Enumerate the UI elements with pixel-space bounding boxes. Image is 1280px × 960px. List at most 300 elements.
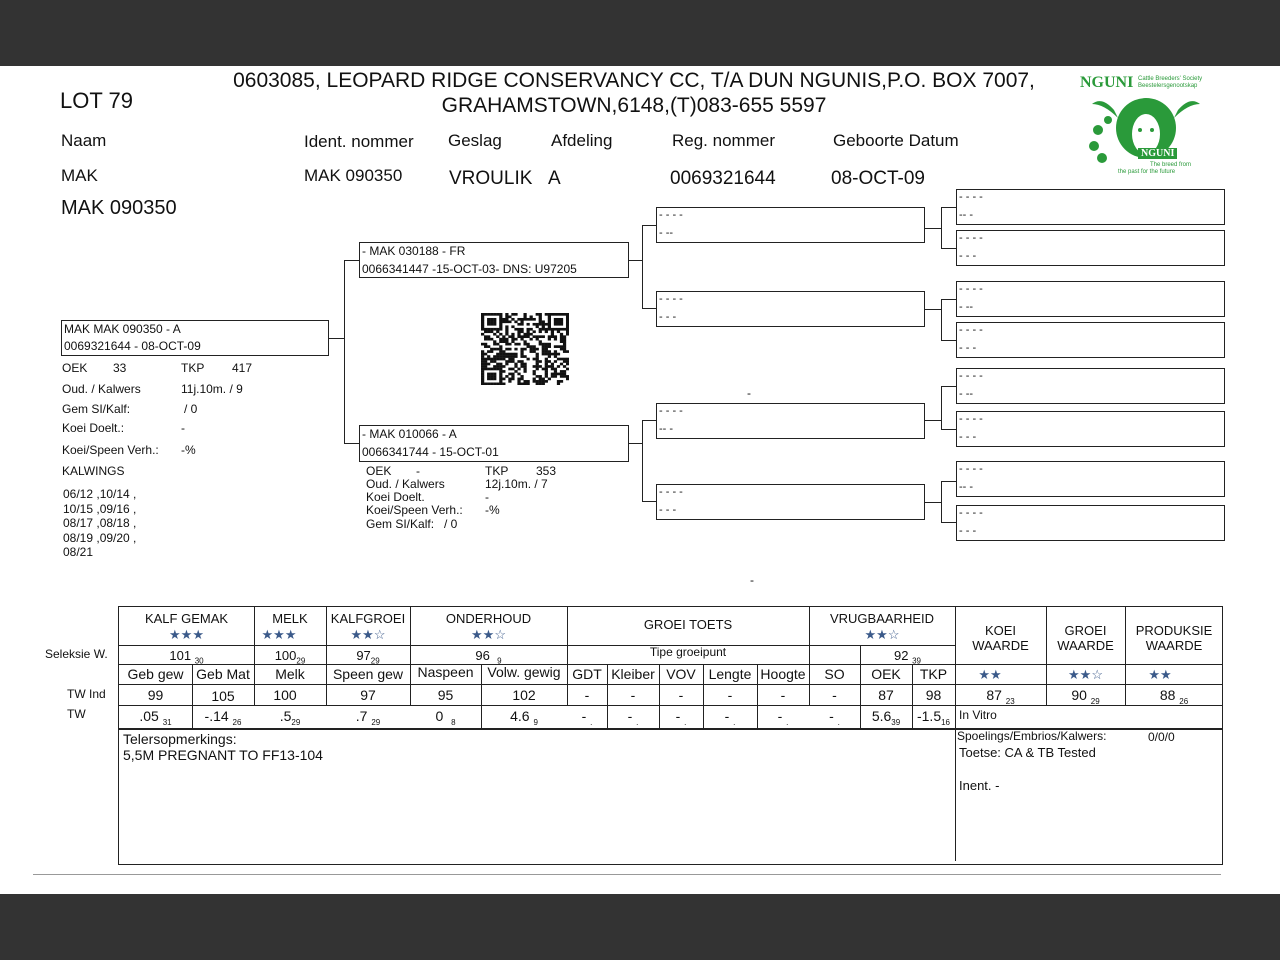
qr-module [514, 370, 517, 373]
qr-module [499, 345, 502, 348]
qr-module [523, 313, 526, 316]
rating-stars-icon: ★★★ [169, 627, 204, 642]
qr-module [484, 335, 487, 338]
subject-gem-label: Gem SI/Kalf: [62, 402, 131, 416]
qr-module [536, 353, 539, 356]
dam-doelt-value: - [485, 490, 489, 504]
qr-module [563, 335, 566, 338]
qr-module [533, 380, 536, 383]
rating-stars-icon: ★★☆ [471, 627, 506, 642]
qr-module [511, 358, 514, 361]
qr-module [566, 330, 569, 333]
col-geb-gew: Geb gew [127, 666, 184, 682]
great-grandparent-line-1: - - - - [959, 463, 983, 475]
qr-module [502, 350, 505, 353]
qr-module [508, 353, 511, 356]
great-grandparent-line-2: - - - [959, 525, 977, 537]
qr-module [554, 320, 557, 323]
qr-module [502, 378, 505, 381]
qr-module [533, 365, 536, 368]
qr-module [530, 345, 533, 348]
qr-module [548, 365, 551, 368]
qr-module [481, 358, 484, 361]
qr-module [548, 318, 551, 321]
qr-module [548, 325, 551, 328]
qr-module [511, 375, 514, 378]
qr-module [514, 363, 517, 366]
qr-module [493, 368, 496, 371]
qr-module [539, 315, 542, 318]
qr-module [566, 325, 569, 328]
qr-module [545, 330, 548, 333]
qr-module [508, 358, 511, 361]
qr-module [557, 373, 560, 376]
qr-module [554, 323, 557, 326]
twind-cell: - [727, 687, 733, 703]
header-geboorte: Geboorte Datum [833, 131, 959, 150]
qr-module [560, 333, 563, 336]
great-grandparent-line-2: - - - [959, 342, 977, 354]
qr-module [505, 338, 508, 341]
qr-module [490, 330, 493, 333]
subject-doelt-value: - [181, 421, 185, 435]
qr-module [502, 353, 505, 356]
qr-module [490, 378, 493, 381]
great-grandparent-box [956, 411, 1225, 447]
col-gdt: GDT [572, 666, 602, 682]
qr-module [545, 348, 548, 351]
qr-module [487, 350, 490, 353]
great-grandparent-box [956, 322, 1225, 358]
twind-cell: - [630, 687, 636, 703]
qr-module [514, 353, 517, 356]
qr-module [502, 338, 505, 341]
qr-module [527, 328, 530, 331]
qr-module [502, 320, 505, 323]
qr-module [520, 323, 523, 326]
tw-cell: $.5_{29}$ [279, 708, 301, 727]
qr-module [548, 360, 551, 363]
qr-module [551, 353, 554, 356]
great-grandparent-box [956, 281, 1225, 317]
dam-speen-label: Koei/Speen Verh.: [366, 503, 463, 517]
kalwings-item: 06/12 ,10/14 , [63, 487, 137, 501]
qr-module [566, 375, 569, 378]
qr-module [536, 375, 539, 378]
qr-module [523, 380, 526, 383]
qr-module [545, 360, 548, 363]
qr-module [493, 383, 496, 385]
qr-module [523, 365, 526, 368]
sel-onderhoud: 96 $_9$ [475, 648, 502, 666]
kalwings-label: KALWINGS [62, 464, 125, 478]
sel-kalfgroei: $97_{29}$ [356, 648, 380, 666]
qr-module [511, 360, 514, 363]
qr-module [554, 353, 557, 356]
col-hoogte: Hoogte [760, 666, 806, 682]
grandparent-line-2: - - - [659, 504, 677, 516]
qr-module [520, 320, 523, 323]
qr-module [505, 330, 508, 333]
great-grandparent-box [956, 505, 1225, 541]
qr-module [496, 355, 499, 358]
qr-module [481, 315, 484, 318]
qr-module [527, 380, 530, 383]
qr-code [481, 313, 569, 385]
grandparent-box [656, 291, 925, 327]
qr-module [554, 318, 557, 321]
qr-module [548, 378, 551, 381]
qr-module [542, 348, 545, 351]
qr-module [533, 330, 536, 333]
qr-module [502, 318, 505, 321]
qr-module [548, 345, 551, 348]
qr-module [508, 320, 511, 323]
qr-module [487, 338, 490, 341]
qr-module [548, 338, 551, 341]
qr-module [542, 343, 545, 346]
qr-module [520, 378, 523, 381]
qr-module [499, 333, 502, 336]
qr-module [560, 348, 563, 351]
in-vitro-label: In Vitro [959, 708, 997, 722]
tw-cell: $-1.5_{16}$ [916, 708, 951, 727]
qr-module [490, 348, 493, 351]
qr-module [493, 378, 496, 381]
grandparent-line-1: - - - - [659, 209, 683, 221]
dam-doelt-label: Koei Doelt. [366, 490, 425, 504]
great-grandparent-line-2: -- - [959, 209, 974, 221]
qr-module [481, 360, 484, 363]
qr-module [530, 328, 533, 331]
qr-module [548, 313, 551, 316]
qr-module [563, 365, 566, 368]
kalwings-item: 08/21 [63, 545, 94, 559]
qr-module [545, 375, 548, 378]
performance-table [118, 606, 1223, 865]
qr-module [493, 320, 496, 323]
qr-module [505, 313, 508, 316]
qr-module [496, 353, 499, 356]
qr-module [554, 345, 557, 348]
qr-module [566, 358, 569, 361]
qr-module [551, 335, 554, 338]
qr-module [508, 360, 511, 363]
qr-module [511, 373, 514, 376]
grandparent-line-2: - -- [659, 227, 674, 239]
qr-module [557, 330, 560, 333]
qr-module [566, 333, 569, 336]
qr-module [542, 335, 545, 338]
qr-module [527, 335, 530, 338]
qr-module [533, 350, 536, 353]
qr-module [527, 318, 530, 321]
qr-module [539, 323, 542, 326]
qr-module [484, 328, 487, 331]
qr-module [499, 313, 502, 316]
qr-module [533, 323, 536, 326]
qr-module [554, 313, 557, 316]
qr-module [548, 335, 551, 338]
qr-module [499, 378, 502, 381]
qr-module [527, 383, 530, 385]
logo-society-af: Beestelersgenootskap [1138, 83, 1198, 89]
qr-module [502, 370, 505, 373]
qr-module [536, 355, 539, 358]
qr-module [545, 328, 548, 331]
col-lengte: Lengte [708, 666, 752, 682]
qr-module [493, 365, 496, 368]
subject-animal-box [61, 320, 329, 356]
qr-module [493, 355, 496, 358]
qr-module [496, 365, 499, 368]
qr-module [493, 358, 496, 361]
qr-module [487, 328, 490, 331]
qr-module [481, 323, 484, 326]
qr-module [490, 368, 493, 371]
logo-title: NGUNI [1080, 74, 1134, 91]
qr-module [517, 323, 520, 326]
qr-module [514, 348, 517, 351]
qr-module [487, 383, 490, 385]
qr-module [563, 340, 566, 343]
qr-module [563, 375, 566, 378]
qr-module [527, 330, 530, 333]
groei-waarde-header-2: WAARDE [1057, 638, 1114, 653]
qr-module [514, 320, 517, 323]
group-groei-toets: GROEI TOETS [643, 617, 733, 632]
qr-module [490, 375, 493, 378]
qr-module [563, 373, 566, 376]
qr-module [545, 313, 548, 316]
qr-module [481, 375, 484, 378]
qr-module [548, 355, 551, 358]
qr-module [481, 353, 484, 356]
qr-module [542, 345, 545, 348]
header-geslag: Geslag [448, 131, 502, 150]
top-letterbox [0, 0, 1280, 66]
qr-module [536, 323, 539, 326]
group-melk: MELK [272, 611, 308, 626]
qr-module [560, 323, 563, 326]
twind-cell: 99 [147, 687, 164, 703]
qr-module [514, 355, 517, 358]
qr-module [481, 325, 484, 328]
great-grandparent-line-1: - - - - [959, 283, 983, 295]
col-geb-mat: Geb Mat [196, 666, 250, 682]
qr-module [557, 323, 560, 326]
qr-module [539, 313, 542, 316]
qr-module [511, 338, 514, 341]
qr-module [554, 370, 557, 373]
qr-module [539, 318, 542, 321]
qr-module [484, 343, 487, 346]
great-grandparent-line-2: - -- [959, 301, 974, 313]
kalwings-list [63, 487, 136, 560]
qr-module [490, 320, 493, 323]
qr-module [517, 335, 520, 338]
qr-module [527, 345, 530, 348]
value-afdeling: A [548, 168, 561, 189]
qr-module [523, 370, 526, 373]
qr-module [520, 348, 523, 351]
great-grandparent-line-2: - - - [959, 431, 977, 443]
qr-module [481, 343, 484, 346]
qr-module [527, 323, 530, 326]
qr-module [551, 328, 554, 331]
qr-module [490, 318, 493, 321]
sel-kalf: 101 $_{30}$ [169, 648, 204, 666]
qr-module [481, 383, 484, 385]
qr-module [490, 338, 493, 341]
qr-module [560, 320, 563, 323]
qr-module [484, 353, 487, 356]
remarks-text: 5,5M PREGNANT TO FF13-104 [123, 747, 323, 763]
qr-module [490, 358, 493, 361]
twind-cell: 95 [437, 687, 454, 703]
qr-module [499, 325, 502, 328]
grandparent-line-2: - - - [659, 311, 677, 323]
qr-module [493, 323, 496, 326]
qr-module [545, 350, 548, 353]
row-label-twind: TW Ind [67, 687, 106, 701]
qr-module [514, 343, 517, 346]
qr-module [505, 348, 508, 351]
subject-tkp-value: 417 [232, 361, 253, 375]
qr-module [542, 350, 545, 353]
qr-module [496, 335, 499, 338]
qr-module [566, 360, 569, 363]
qr-module [551, 333, 554, 336]
qr-module [511, 340, 514, 343]
qr-module [530, 318, 533, 321]
qr-module [511, 355, 514, 358]
col-volw-gewig: Volw. gewig [487, 664, 561, 680]
qr-module [551, 365, 554, 368]
twind-cell: - [678, 687, 684, 703]
qr-module [499, 328, 502, 331]
great-grandparent-line-1: - - - - [959, 191, 983, 203]
produksie-waarde-value: 88 $_{26}$ [1159, 687, 1189, 706]
qr-module [514, 313, 517, 316]
qr-module [539, 320, 542, 323]
qr-module [560, 328, 563, 331]
qr-module [487, 335, 490, 338]
qr-module [505, 325, 508, 328]
qr-module [493, 318, 496, 321]
col-tkp: TKP [919, 666, 948, 682]
qr-module [499, 318, 502, 321]
dam-line-1: - MAK 010066 - A [362, 427, 457, 441]
qr-module [505, 363, 508, 366]
tw-cell: - $_.$ [627, 708, 639, 727]
qr-module [481, 318, 484, 321]
qr-module [560, 313, 563, 316]
qr-module [548, 320, 551, 323]
row-label-seleksie: Seleksie W. [45, 647, 108, 661]
qr-module [496, 358, 499, 361]
logo-tagline-1: The breed from [1150, 162, 1192, 168]
grandparent-box [656, 484, 925, 520]
qr-module [545, 365, 548, 368]
qr-module [481, 370, 484, 373]
qr-module [496, 328, 499, 331]
qr-module [542, 320, 545, 323]
grandparent-box [656, 403, 925, 439]
qr-module [487, 355, 490, 358]
qr-module [560, 318, 563, 321]
qr-module [530, 348, 533, 351]
col-speen-gew: Speen gew [332, 666, 404, 682]
logo-badge: NGUNI [1138, 148, 1177, 159]
grandparent-box [656, 207, 925, 243]
qr-module [523, 318, 526, 321]
qr-module [536, 338, 539, 341]
qr-module [517, 373, 520, 376]
qr-module [533, 370, 536, 373]
qr-module [557, 345, 560, 348]
subject-line-2: 0069321644 - 08-OCT-09 [64, 339, 201, 353]
qr-module [487, 313, 490, 316]
twind-cell: 105 [211, 688, 235, 704]
qr-module [505, 353, 508, 356]
group-onderhoud: ONDERHOUD [445, 611, 532, 626]
qr-module [539, 343, 542, 346]
qr-module [493, 313, 496, 316]
qr-module [563, 328, 566, 331]
qr-module [527, 333, 530, 336]
animal-name-large: MAK 090350 [61, 197, 177, 219]
twind-cell: 102 [512, 687, 536, 703]
qr-module [554, 355, 557, 358]
lot-number: LOT 79 [60, 88, 133, 113]
qr-module [563, 350, 566, 353]
qr-module [505, 315, 508, 318]
qr-module [505, 375, 508, 378]
tw-cell: - $_.$ [777, 708, 789, 727]
dam-tkp-value: 353 [536, 464, 557, 478]
qr-module [560, 370, 563, 373]
footer-rule [33, 874, 1221, 875]
groei-waarde-header-1: GROEI [1064, 623, 1107, 638]
qr-module [542, 378, 545, 381]
qr-module [566, 318, 569, 321]
dam-gem-value: / 0 [444, 517, 458, 531]
twind-cell: 97 [360, 687, 376, 703]
inent-note: Inent. - [959, 778, 1000, 793]
qr-module [533, 378, 536, 381]
qr-module [508, 368, 511, 371]
sel-melk: $100_{29}$ [274, 648, 306, 666]
owner-line-1: 0603085, LEOPARD RIDGE CONSERVANCY CC, T/A DUN NGUNIS,P.O. BOX 7007, [233, 69, 1035, 92]
qr-module [499, 383, 502, 385]
twind-cell: - [832, 687, 837, 703]
qr-module [487, 373, 490, 376]
qr-module [536, 360, 539, 363]
qr-module [523, 355, 526, 358]
tw-cell: 0 $_8$ [435, 708, 456, 727]
qr-module [551, 313, 554, 316]
tw-cell: .7 $_{29}$ [355, 708, 381, 727]
qr-module [499, 320, 502, 323]
qr-module [523, 315, 526, 318]
qr-module [520, 365, 523, 368]
qr-module [548, 323, 551, 326]
group-vrugbaarheid: VRUGBAARHEID [829, 611, 935, 626]
qr-module [536, 348, 539, 351]
qr-module [536, 363, 539, 366]
qr-module [542, 325, 545, 328]
